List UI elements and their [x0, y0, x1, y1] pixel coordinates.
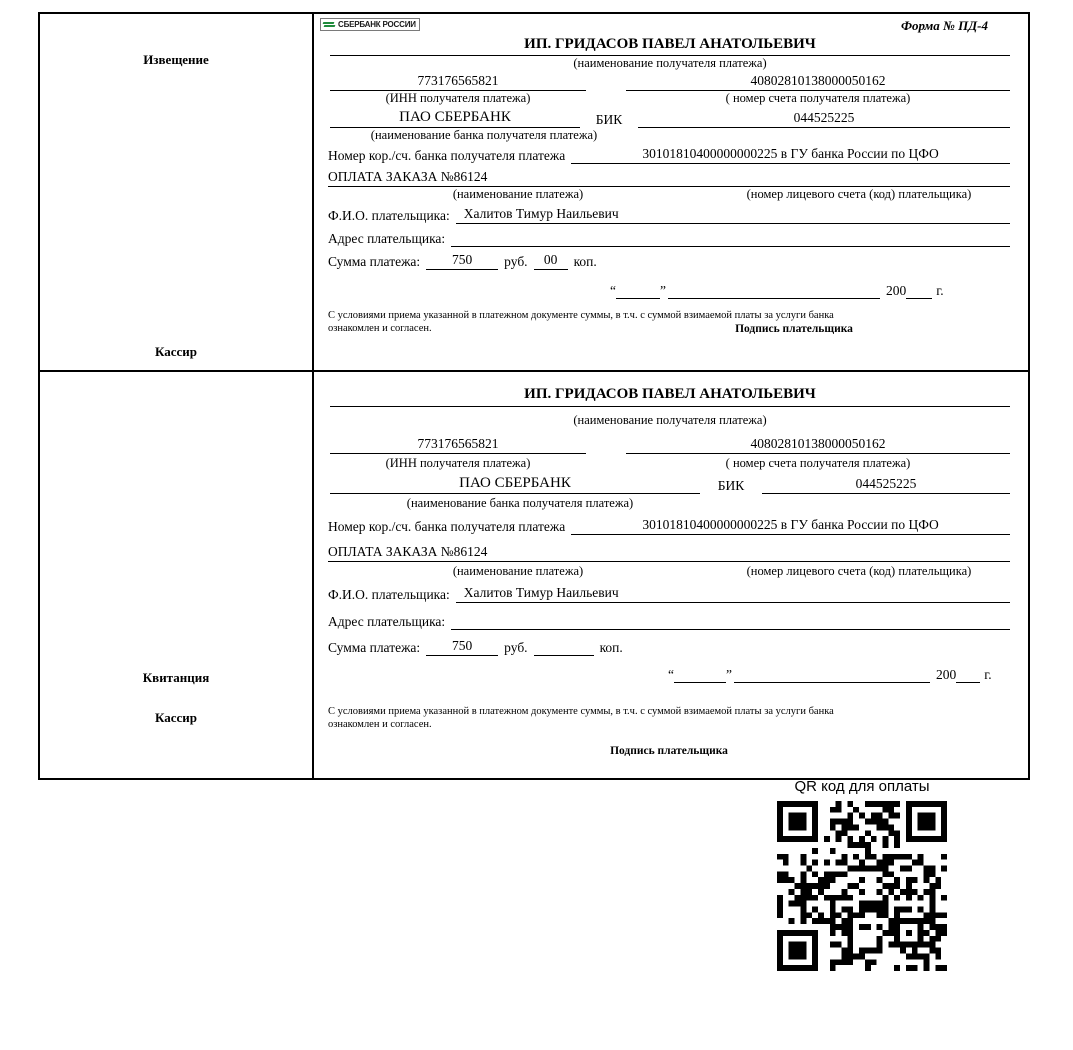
- receipt-half-receipt: [40, 372, 1028, 778]
- date-year-prefix-top: 200: [886, 283, 907, 298]
- sum-kop-value-top: 00: [534, 252, 568, 270]
- personal-account-bottom: [708, 543, 1010, 562]
- bank-name-top: ПАО СБЕРБАНК: [330, 109, 580, 128]
- bik-label-top: БИК: [595, 112, 623, 127]
- bik-value-bottom: 044525225: [762, 476, 1010, 494]
- date-year-suffix-top: г.: [936, 283, 944, 298]
- recipient-name-top: ИП. ГРИДАСОВ ПАВЕЛ АНАТОЛЬЕВИЧ: [330, 36, 1010, 56]
- qr-code-image: [777, 801, 947, 971]
- kop-label-top: коп.: [573, 254, 597, 269]
- date-month-top: [668, 280, 880, 299]
- date-quote-close-top: ”: [660, 283, 666, 298]
- notice-left-column: [40, 14, 314, 370]
- label-kvitanciya: Квитанция: [142, 670, 210, 685]
- bik-label-bottom: БИК: [717, 478, 745, 493]
- receipt-left-column: [40, 372, 314, 778]
- date-quote-open-bottom: “: [668, 667, 674, 682]
- account-caption-top: ( номер счета получателя платежа): [725, 91, 911, 105]
- personal-account-caption-bottom: (номер лицевого счета (код) плательщика): [746, 564, 972, 578]
- payer-fio-label-bottom: Ф.И.О. плательщика:: [328, 587, 450, 602]
- sberbank-logo-icon: [320, 18, 420, 31]
- kor-schet-value-top: 30101810400000000225 в ГУ банка России по ЦФО: [571, 146, 1010, 164]
- kor-schet-value-bottom: 30101810400000000225 в ГУ банка России по ЦФО: [571, 517, 1010, 535]
- notice-right-column: [314, 14, 1028, 370]
- date-year-prefix-bottom: 200: [936, 667, 957, 682]
- payer-address-value-top: [451, 228, 1010, 247]
- payer-address-label-bottom: Адрес плательщика:: [328, 614, 446, 629]
- receipt-right-column: [314, 372, 1028, 778]
- date-month-bottom: [734, 664, 930, 683]
- label-izveshchenie: Извещение: [143, 52, 209, 67]
- date-quote-open-top: “: [610, 283, 616, 298]
- kop-label-bottom: коп.: [599, 640, 623, 655]
- bank-caption-bottom: (наименование банка получателя платежа): [406, 496, 634, 510]
- sum-label-bottom: Сумма платежа:: [328, 640, 421, 655]
- terms-line1-bottom: С условиями приема указанной в платежном документе суммы, в т.ч. с суммой взимаемой платы за услуги банка: [328, 706, 834, 717]
- date-year-top: [906, 280, 932, 299]
- signature-label-bottom: Подпись плательщика: [610, 745, 728, 758]
- account-caption-bottom: ( номер счета получателя платежа): [725, 456, 911, 470]
- inn-value-bottom: 773176565821: [330, 436, 586, 454]
- sum-rub-value-top: 750: [426, 252, 498, 270]
- payer-address-label-top: Адрес плательщика:: [328, 231, 446, 246]
- inn-caption-top: (ИНН получателя платежа): [385, 91, 531, 105]
- inn-value-top: 773176565821: [330, 73, 586, 91]
- bik-value-top: 044525225: [638, 110, 1010, 128]
- terms-line2-top: ознакомлен и согласен.: [328, 323, 432, 335]
- personal-account-caption-top: (номер лицевого счета (код) плательщика): [746, 187, 972, 201]
- payment-name-bottom: ОПЛАТА ЗАКАЗА №86124: [328, 544, 708, 562]
- payment-name-top: ОПЛАТА ЗАКАЗА №86124: [328, 169, 708, 187]
- recipient-name-bottom: ИП. ГРИДАСОВ ПАВЕЛ АНАТОЛЬЕВИЧ: [330, 386, 1010, 407]
- bank-caption-top: (наименование банка получателя платежа): [370, 128, 598, 142]
- sum-label-top: Сумма платежа:: [328, 254, 421, 269]
- sum-kop-value-bottom: [534, 638, 594, 656]
- receipt-form: [38, 12, 1030, 780]
- signature-label-top: Подпись плательщика: [735, 323, 853, 336]
- notice-header-row: [320, 18, 1022, 36]
- sberbank-checkmark-icon: [323, 20, 335, 29]
- sberbank-logo-text: СБЕРБАНК РОССИИ: [338, 20, 416, 29]
- kor-schet-label-bottom: Номер кор./сч. банка получателя платежа: [328, 519, 566, 534]
- terms-line2-bottom: ознакомлен и согласен.: [328, 719, 432, 731]
- payer-fio-value-top: Халитов Тимур Наильевич: [456, 206, 1010, 224]
- personal-account-top: [708, 168, 1010, 187]
- date-quote-close-bottom: ”: [726, 667, 732, 682]
- qr-section: [772, 778, 952, 971]
- kor-schet-label-top: Номер кор./сч. банка получателя платежа: [328, 148, 566, 163]
- recipient-caption-top: (наименование получателя платежа): [573, 56, 767, 70]
- payer-fio-value-bottom: Халитов Тимур Наильевич: [456, 585, 1010, 603]
- account-value-bottom: 40802810138000050162: [626, 436, 1010, 454]
- recipient-caption-bottom: (наименование получателя платежа): [573, 413, 767, 427]
- date-year-suffix-bottom: г.: [984, 667, 992, 682]
- payment-name-caption-bottom: (наименование платежа): [452, 564, 584, 578]
- payment-name-caption-top: (наименование платежа): [452, 187, 584, 201]
- label-kassir-top: Кассир: [154, 344, 197, 359]
- date-day-top: [616, 280, 660, 299]
- receipt-half-notice: [40, 14, 1028, 372]
- rub-label-top: руб.: [504, 254, 528, 269]
- payer-fio-label-top: Ф.И.О. плательщика:: [328, 208, 450, 223]
- payer-address-value-bottom: [451, 611, 1010, 630]
- account-value-top: 40802810138000050162: [626, 73, 1010, 91]
- form-number: Форма № ПД-4: [900, 18, 988, 33]
- date-day-bottom: [674, 664, 726, 683]
- label-kassir-bottom: Кассир: [154, 710, 197, 725]
- rub-label-bottom: руб.: [504, 640, 528, 655]
- terms-line1-top: С условиями приема указанной в платежном документе суммы, в т.ч. с суммой взимаемой платы за услуги банка: [328, 310, 834, 321]
- date-year-bottom: [956, 664, 980, 683]
- sum-rub-value-bottom: 750: [426, 638, 498, 656]
- inn-caption-bottom: (ИНН получателя платежа): [385, 456, 531, 470]
- bank-name-bottom: ПАО СБЕРБАНК: [330, 475, 700, 494]
- qr-title: QR код для оплаты: [794, 778, 930, 795]
